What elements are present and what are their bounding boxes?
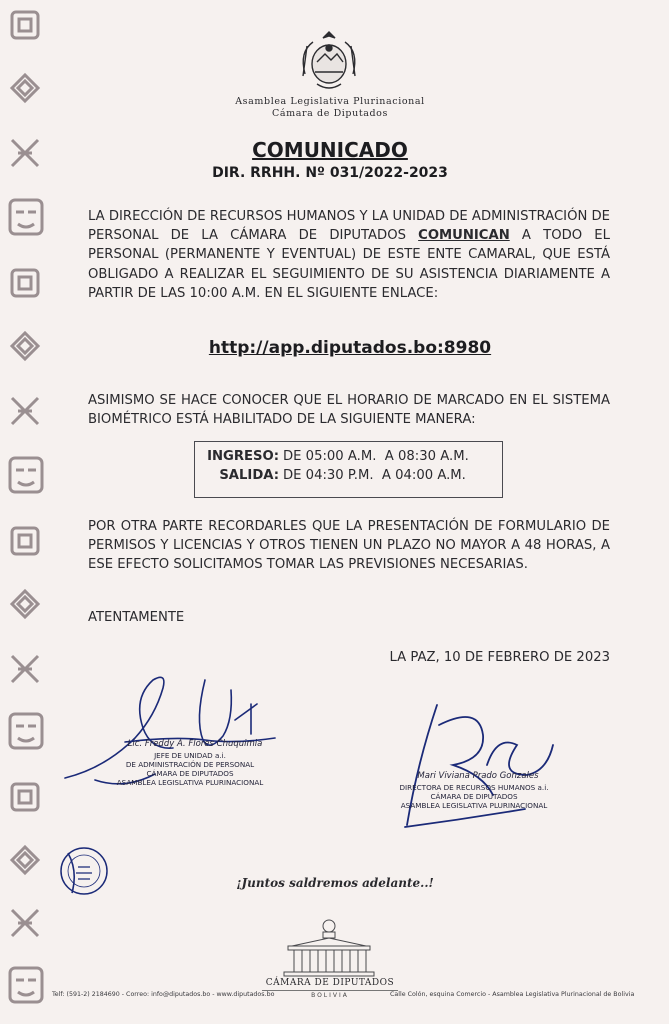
official-stamp <box>58 845 110 897</box>
footer-country: BOLIVIA <box>311 992 349 999</box>
footer-chamber: CÁMARA DE DIPUTADOS <box>265 978 395 988</box>
closing: ATENTAMENTE <box>88 610 185 625</box>
chamber-name: Cámara de Diputados <box>272 108 388 119</box>
document-reference: DIR. RRHH. Nº 031/2022-2023 <box>212 165 448 181</box>
paragraph-intro-text: LA DIRECCIÓN DE RECURSOS HUMANOS Y LA UNIDAD DE ADMINISTRACIÓN DE PERSONAL DE LA CÁMARA DE DIPUTADOS <box>88 209 610 244</box>
role-line: CÁMARA DE DIPUTADOS <box>430 792 518 801</box>
role-line: ASAMBLEA LEGISLATIVA PLURINACIONAL <box>400 801 548 810</box>
role-line: CÁMARA DE DIPUTADOS <box>146 769 234 778</box>
signature-block-2 <box>395 695 555 845</box>
footer-address: Calle Colón, esquina Comercio - Asamblea Legislativa Plurinacional de Bolivia <box>390 991 635 998</box>
paragraph-intro-emphasis: COMUNICAN <box>418 228 510 244</box>
border-ornament-icon <box>4 0 52 1024</box>
motto: ¡Juntos saldremos adelante..! <box>236 876 434 890</box>
footer-contact: Telf: (591-2) 2184690 - Correo: info@diputados.bo - www.diputados.bo <box>52 991 275 998</box>
paragraph-schedule-intro: ASIMISMO SE HACE CONOCER QUE EL HORARIO DE MARCADO EN EL SISTEMA BIOMÉTRICO ESTÁ HABILITADO DE LA SIGUIENTE MANERA: <box>88 393 610 428</box>
schedule-row-exit <box>195 468 502 483</box>
signatory-role <box>110 751 270 787</box>
institution-name: Asamblea Legislativa Plurinacional <box>235 96 425 107</box>
paragraph-permissions: POR OTRA PARTE RECORDARLES QUE LA PRESENTACIÓN DE FORMULARIO DE PERMISOS Y LICENCIAS Y OTROS TIENEN UN PLAZO NO MAYOR A 48 HORAS, A ESE EFECTO SOLICITAMOS TOMAR LAS PREVISIONES NECESARIAS. <box>88 519 610 573</box>
role-line: DIRECTORA DE RECURSOS HUMANOS a.i. <box>399 783 549 792</box>
schedule-text: DE 04:30 P.M. A 04:00 A.M. <box>283 468 466 483</box>
date-line: LA PAZ, 10 DE FEBRERO DE 2023 <box>389 650 610 665</box>
signatory-role <box>399 783 549 810</box>
decorative-border <box>4 0 52 1024</box>
handwritten-signature-icon <box>395 695 555 845</box>
legislative-building-icon <box>278 916 380 980</box>
signature-block-1 <box>55 660 285 800</box>
coat-of-arms-icon <box>293 28 365 94</box>
schedule-row-entry <box>195 449 502 464</box>
role-line: JEFE DE UNIDAD a.i. <box>154 751 226 760</box>
schedule-label: SALIDA: <box>219 468 279 483</box>
seal-icon <box>58 845 110 897</box>
document-title: COMUNICADO <box>252 138 408 162</box>
schedule-label: INGRESO: <box>207 449 279 464</box>
attendance-link[interactable]: http://app.diputados.bo:8980 <box>208 338 492 358</box>
role-line: ASAMBLEA LEGISLATIVA PLURINACIONAL <box>116 778 264 787</box>
paragraph-intro <box>88 207 610 303</box>
schedule-box <box>194 441 503 498</box>
signatory-name: Mari Viviana Prado Gonzales <box>417 771 539 781</box>
paragraph-intro-text-end: A TODO EL PERSONAL (PERMANENTE Y EVENTUAL) DE ESTE ENTE CAMARAL, QUE ESTÁ OBLIGADO A REALIZAR EL SEGUIMIENTO DE SU ASISTENCIA DIARIAMENTE A PARTIR DE LAS 10:00 A.M. EN EL SIGUIENTE ENLACE: <box>88 228 610 301</box>
signatory-name: Lic. Freddy A. Flores Chuquimia <box>127 739 263 749</box>
footer-divider <box>262 990 398 991</box>
schedule-text: DE 05:00 A.M. A 08:30 A.M. <box>283 449 469 464</box>
role-line: DE ADMINISTRACIÓN DE PERSONAL <box>125 760 255 769</box>
